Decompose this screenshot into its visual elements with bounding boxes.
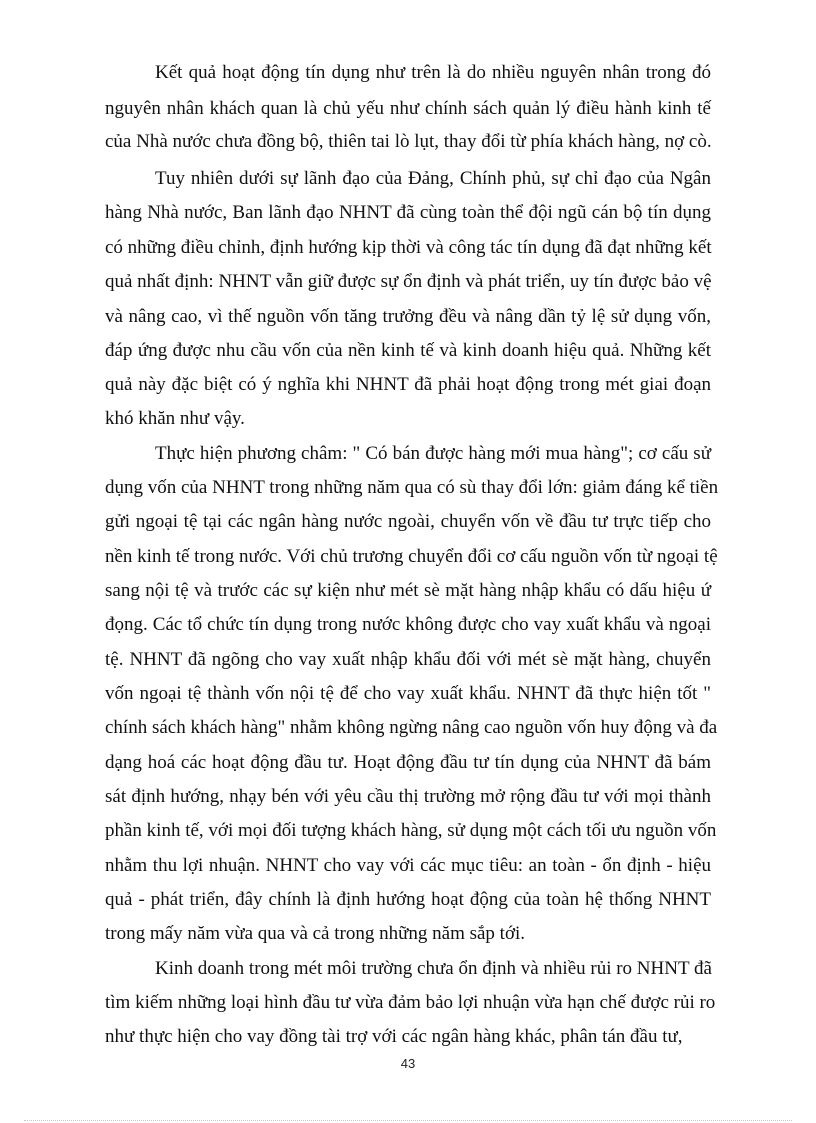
paragraph-2-line-8: khó khăn như vậy.: [105, 408, 245, 429]
paragraph-3-line-9: chính sách khách hàng" nhằm không ngừng nâng cao nguồn vốn huy động và đa: [105, 717, 718, 738]
paragraph-1-line-2: nguyên nhân khách quan là chủ yếu như chính sách quản lý điều hành kinh tế: [105, 98, 711, 119]
paragraph-3-line-13: nhằm thu lợi nhuận. NHNT cho vay với các mục tiêu: an toàn - ổn định - hiệu: [105, 855, 711, 876]
paragraph-3-line-5: sang nội tệ và trước các sự kiện như mét sè mặt hàng nhập khẩu có dấu hiệu ứ: [105, 580, 711, 601]
paragraph-3-line-15: trong mấy năm vừa qua và cả trong những năm sắp tới.: [105, 923, 526, 944]
paragraph-3-line-2: dụng vốn của NHNT trong những năm qua có sù thay đổi lớn: giảm đáng kể tiền: [105, 477, 719, 498]
paragraph-1-line-3: của Nhà nước chưa đồng bộ, thiên tai lò lụt, thay đổi từ phía khách hàng, nợ cò.: [105, 131, 712, 152]
paragraph-2-line-3: có những điều chỉnh, định hướng kịp thời và công tác tín dụng đã đạt những kết: [105, 237, 712, 258]
paragraph-4-line-2: tìm kiếm những loại hình đầu tư vừa đảm bảo lợi nhuận vừa hạn chế được rủi ro: [105, 992, 716, 1013]
paragraph-2-line-5: và nâng cao, vì thế nguồn vốn tăng trưởng đều và nâng dần tỷ lệ sử dụng vốn,: [105, 306, 711, 327]
page-number: 43: [400, 1056, 416, 1071]
paragraph-3-line-12: phần kinh tế, với mọi đối tượng khách hàng, sử dụng một cách tối ưu nguồn vốn: [105, 820, 717, 841]
paragraph-4-line-3: như thực hiện cho vay đồng tài trợ với các ngân hàng khác, phân tán đầu tư,: [105, 1026, 683, 1047]
paragraph-2-line-7: quả này đặc biệt có ý nghĩa khi NHNT đã phải hoạt động trong mét giai đoạn: [105, 374, 711, 395]
paragraph-3-line-6: đọng. Các tổ chức tín dụng trong nước không được cho vay xuất khẩu và ngoại: [105, 614, 711, 635]
paragraph-3-line-7: tệ. NHNT đã ngõng cho vay xuất nhập khẩu đối với mét sè mặt hàng, chuyển: [105, 649, 711, 670]
page-bottom-divider: [24, 1120, 792, 1121]
paragraph-3-line-1: Thực hiện phương châm: " Có bán được hàng mới mua hàng"; cơ cấu sử: [155, 443, 711, 464]
paragraph-2-line-1: Tuy nhiên dưới sự lãnh đạo của Đảng, Chính phủ, sự chỉ đạo của Ngân: [155, 168, 711, 189]
paragraph-3-line-3: gửi ngoại tệ tại các ngân hàng nước ngoài, chuyển vốn về đầu tư trực tiếp cho: [105, 511, 711, 532]
paragraph-3-line-4: nền kinh tế trong nước. Với chủ trương chuyển đổi cơ cấu nguồn vốn từ ngoại tệ: [105, 546, 718, 567]
paragraph-3-line-8: vốn ngoại tệ thành vốn nội tệ để cho vay xuất khẩu. NHNT đã thực hiện tốt ": [105, 683, 711, 704]
paragraph-3-line-14: quả - phát triển, đây chính là định hướng hoạt động của toàn hệ thống NHNT: [105, 889, 711, 910]
paragraph-2-line-6: đáp ứng được nhu cầu vốn của nền kinh tế và kinh doanh hiệu quả. Những kết: [105, 340, 711, 361]
paragraph-3-line-10: dạng hoá các hoạt động đầu tư. Hoạt động đầu tư tín dụng của NHNT đã bám: [105, 752, 711, 773]
paragraph-2-line-4: quả nhất định: NHNT vẫn giữ được sự ổn định và phát triển, uy tín được bảo vệ: [105, 271, 712, 292]
paragraph-1-line-1: Kết quả hoạt động tín dụng như trên là do nhiều nguyên nhân trong đó: [155, 62, 711, 83]
paragraph-4-line-1: Kinh doanh trong mét môi trường chưa ổn định và nhiều rủi ro NHNT đã: [155, 958, 712, 979]
paragraph-3-line-11: sát định hướng, nhạy bén với yêu cầu thị trường mở rộng đầu tư với mọi thành: [105, 786, 711, 807]
paragraph-2-line-2: hàng Nhà nước, Ban lãnh đạo NHNT đã cùng toàn thể đội ngũ cán bộ tín dụng: [105, 202, 711, 223]
